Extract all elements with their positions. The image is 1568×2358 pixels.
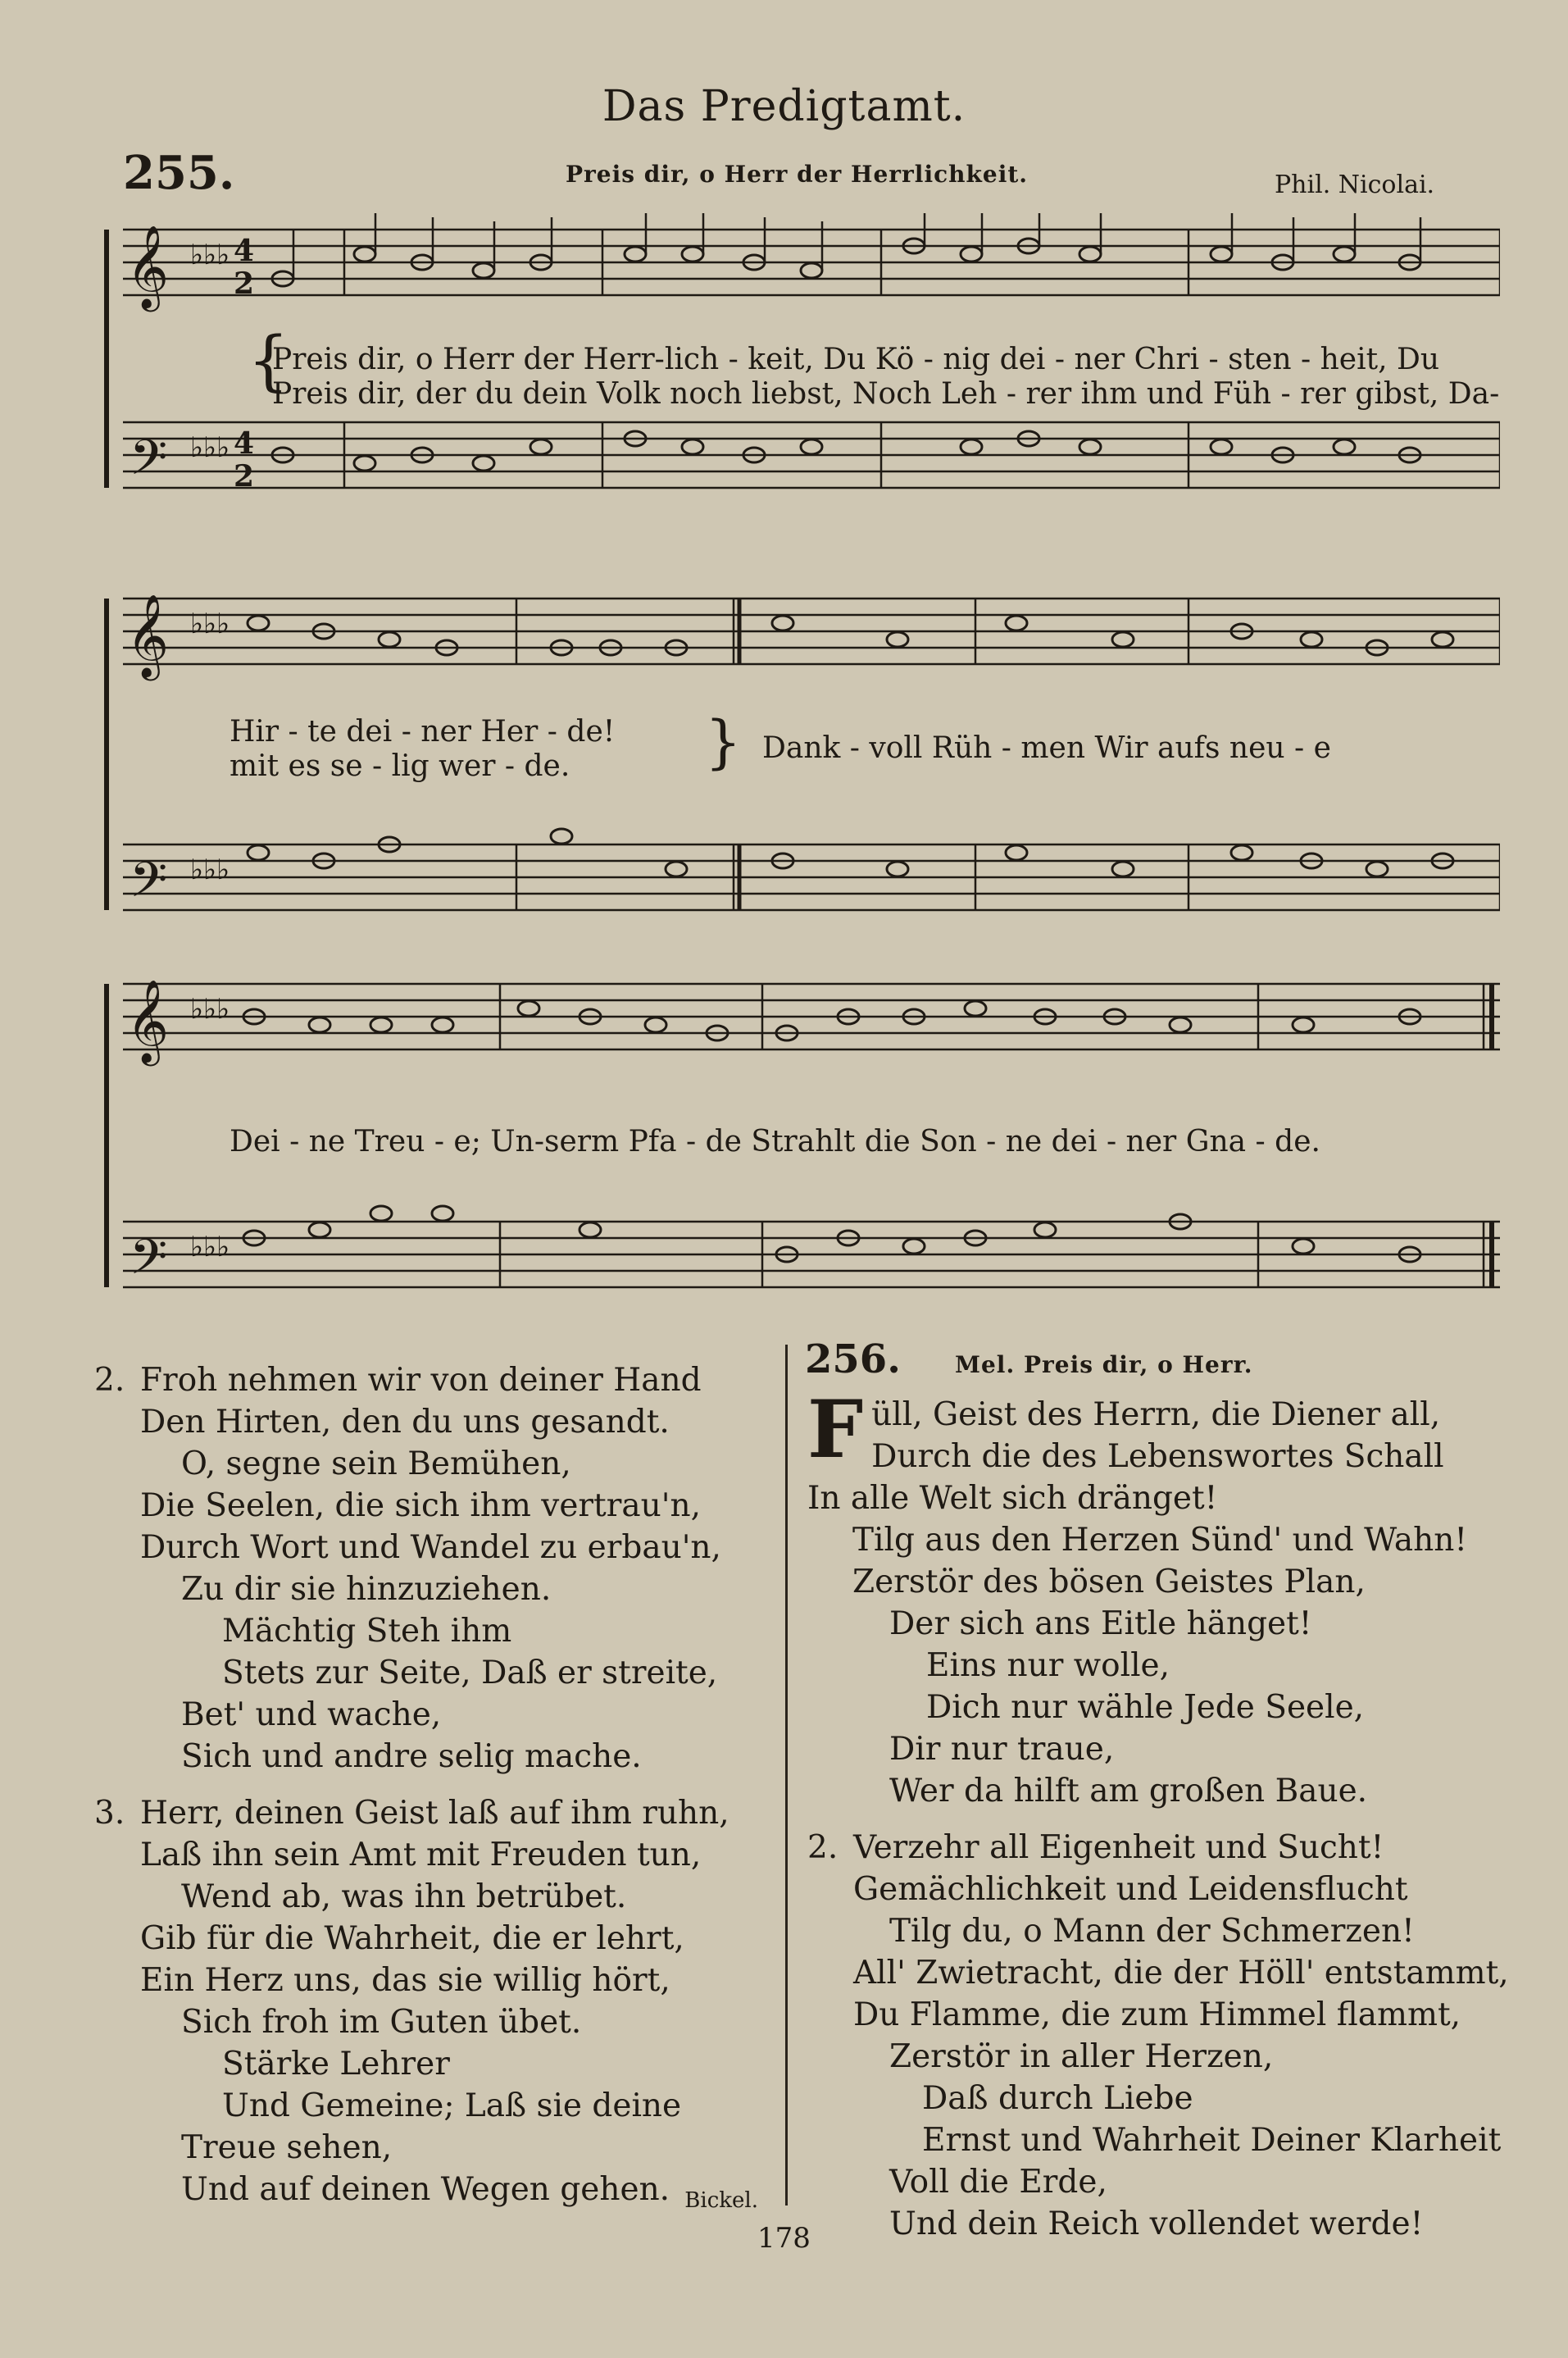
hymn-256-verse-2: 2. Verzehr all Eigenheit und Sucht! Gemächlichkeit und Leidensflucht Tilg du, o Mann der Schmerzen! All' Zwietracht, die der Höll' entstammt, Du Flamme, die zum Himmel flammt, Zerstör in aller Herzen, Daß durch Liebe Ernst und Wahrheit Deiner Klarheit Voll die Erde, Und dein Reich vollendet werde! [807,1829,1509,2242]
svg-text:♭♭♭: ♭♭♭ [190,239,230,271]
hymn-255-caption: Preis dir, o Herr der Herrlichkeit. [566,161,1029,188]
svg-text:4: 4 [234,234,255,268]
verse-brace-close: } [705,708,742,776]
svg-text:2: 2 [234,459,255,494]
svg-text:♭♭♭: ♭♭♭ [190,608,230,640]
music-system-3 [98,967,1500,1345]
lyrics-system1-line2: Preis dir, der du dein Volk noch liebst, Noch Leh - rer ihm und Füh - rer gibst, Da- [272,377,1500,411]
lyrics-system2-continuation: Dank - voll Rüh - men Wir aufs neu - e [762,731,1331,765]
svg-text:𝄞: 𝄞 [126,593,170,677]
section-title: Das Predigtamt. [602,82,966,131]
hymn-255-verse-3: 3. Herr, deinen Geist laß auf ihm ruhn, Laß ihn sein Amt mit Freuden tun, Wend ab, was ihn betrübet. Gib für die Wahrheit, die er lehrt, Ein Herz uns, das sie willig hört, Sich froh im Guten übet. Stärke Lehrer Und Gemeine; Laß sie deine Treue sehen, Und auf deinen Wegen gehen. Bickel. [94,1792,758,2210]
svg-text:♭♭♭: ♭♭♭ [190,1231,230,1263]
svg-text:𝄢: 𝄢 [130,851,168,920]
music-system-2 [98,582,1500,959]
lyrics-system1-line1: Preis dir, o Herr der Herr-lich - keit, Du Kö - nig dei - ner Chri - sten - heit, Du [272,343,1440,376]
verse-brace: { [248,322,289,398]
svg-text:♭♭♭: ♭♭♭ [190,993,230,1026]
lyrics-system2-line1: Hir - te dei - ner Her - de! [230,715,616,749]
svg-text:4: 4 [234,426,255,461]
hymn-255-author: Phil. Nicolai. [1275,171,1435,199]
hymn-255-verse-2: 2. Froh nehmen wir von deiner Hand Den Hirten, den du uns gesandt. O, segne sein Bemühen, Die Seelen, die sich ihm vertrau'n, Durch Wort und Wandel zu erbau'n, Zu dir sie hinzuziehen. Mächtig Steh ihm Stets zur Seite, Daß er streite, Bet' und wache, Sich und andre selig mache. [94,1362,721,1775]
svg-text:2: 2 [234,266,255,301]
svg-text:𝄢: 𝄢 [130,1228,168,1297]
svg-text:𝄢: 𝄢 [130,429,168,498]
verse-author-signature: Bickel. [684,2188,758,2213]
page-number: 178 [757,2222,811,2255]
hymn-256-verse-1: F üll, Geist des Herrn, die Diener all, Durch die des Lebenswortes Schall In alle Welt sich dränget! Tilg aus den Herzen Sünd' und Wahn! Zerstör des bösen Geistes Plan, Der sich ans Eitle hänget! Eins nur wolle, Dich nur wähle Jede Seele, Dir nur traue, Wer da hilft am großen Baue. [807,1383,1468,1809]
hymn-256-verses [807,1383,1509,2260]
svg-text:𝄞: 𝄞 [126,224,170,308]
music-system-1 [98,213,1500,574]
svg-text:𝄞: 𝄞 [126,978,170,1063]
hymn-255-verses [94,1359,758,2225]
svg-text:♭♭♭: ♭♭♭ [190,854,230,886]
drop-cap-letter: F [807,1383,864,1476]
svg-text:♭♭♭: ♭♭♭ [190,431,230,464]
hymn-256-number: 256. [805,1336,901,1382]
lyrics-system2-line2: mit es se - lig wer - de. [230,749,570,783]
hymn-255-number: 255. [123,146,235,200]
hymn-256-melody: Mel. Preis dir, o Herr. [955,1351,1253,1378]
lyrics-system3-line1: Dei - ne Treu - e; Un-serm Pfa - de Strahlt die Son - ne dei - ner Gna - de. [230,1125,1320,1159]
column-divider [785,1345,788,2206]
